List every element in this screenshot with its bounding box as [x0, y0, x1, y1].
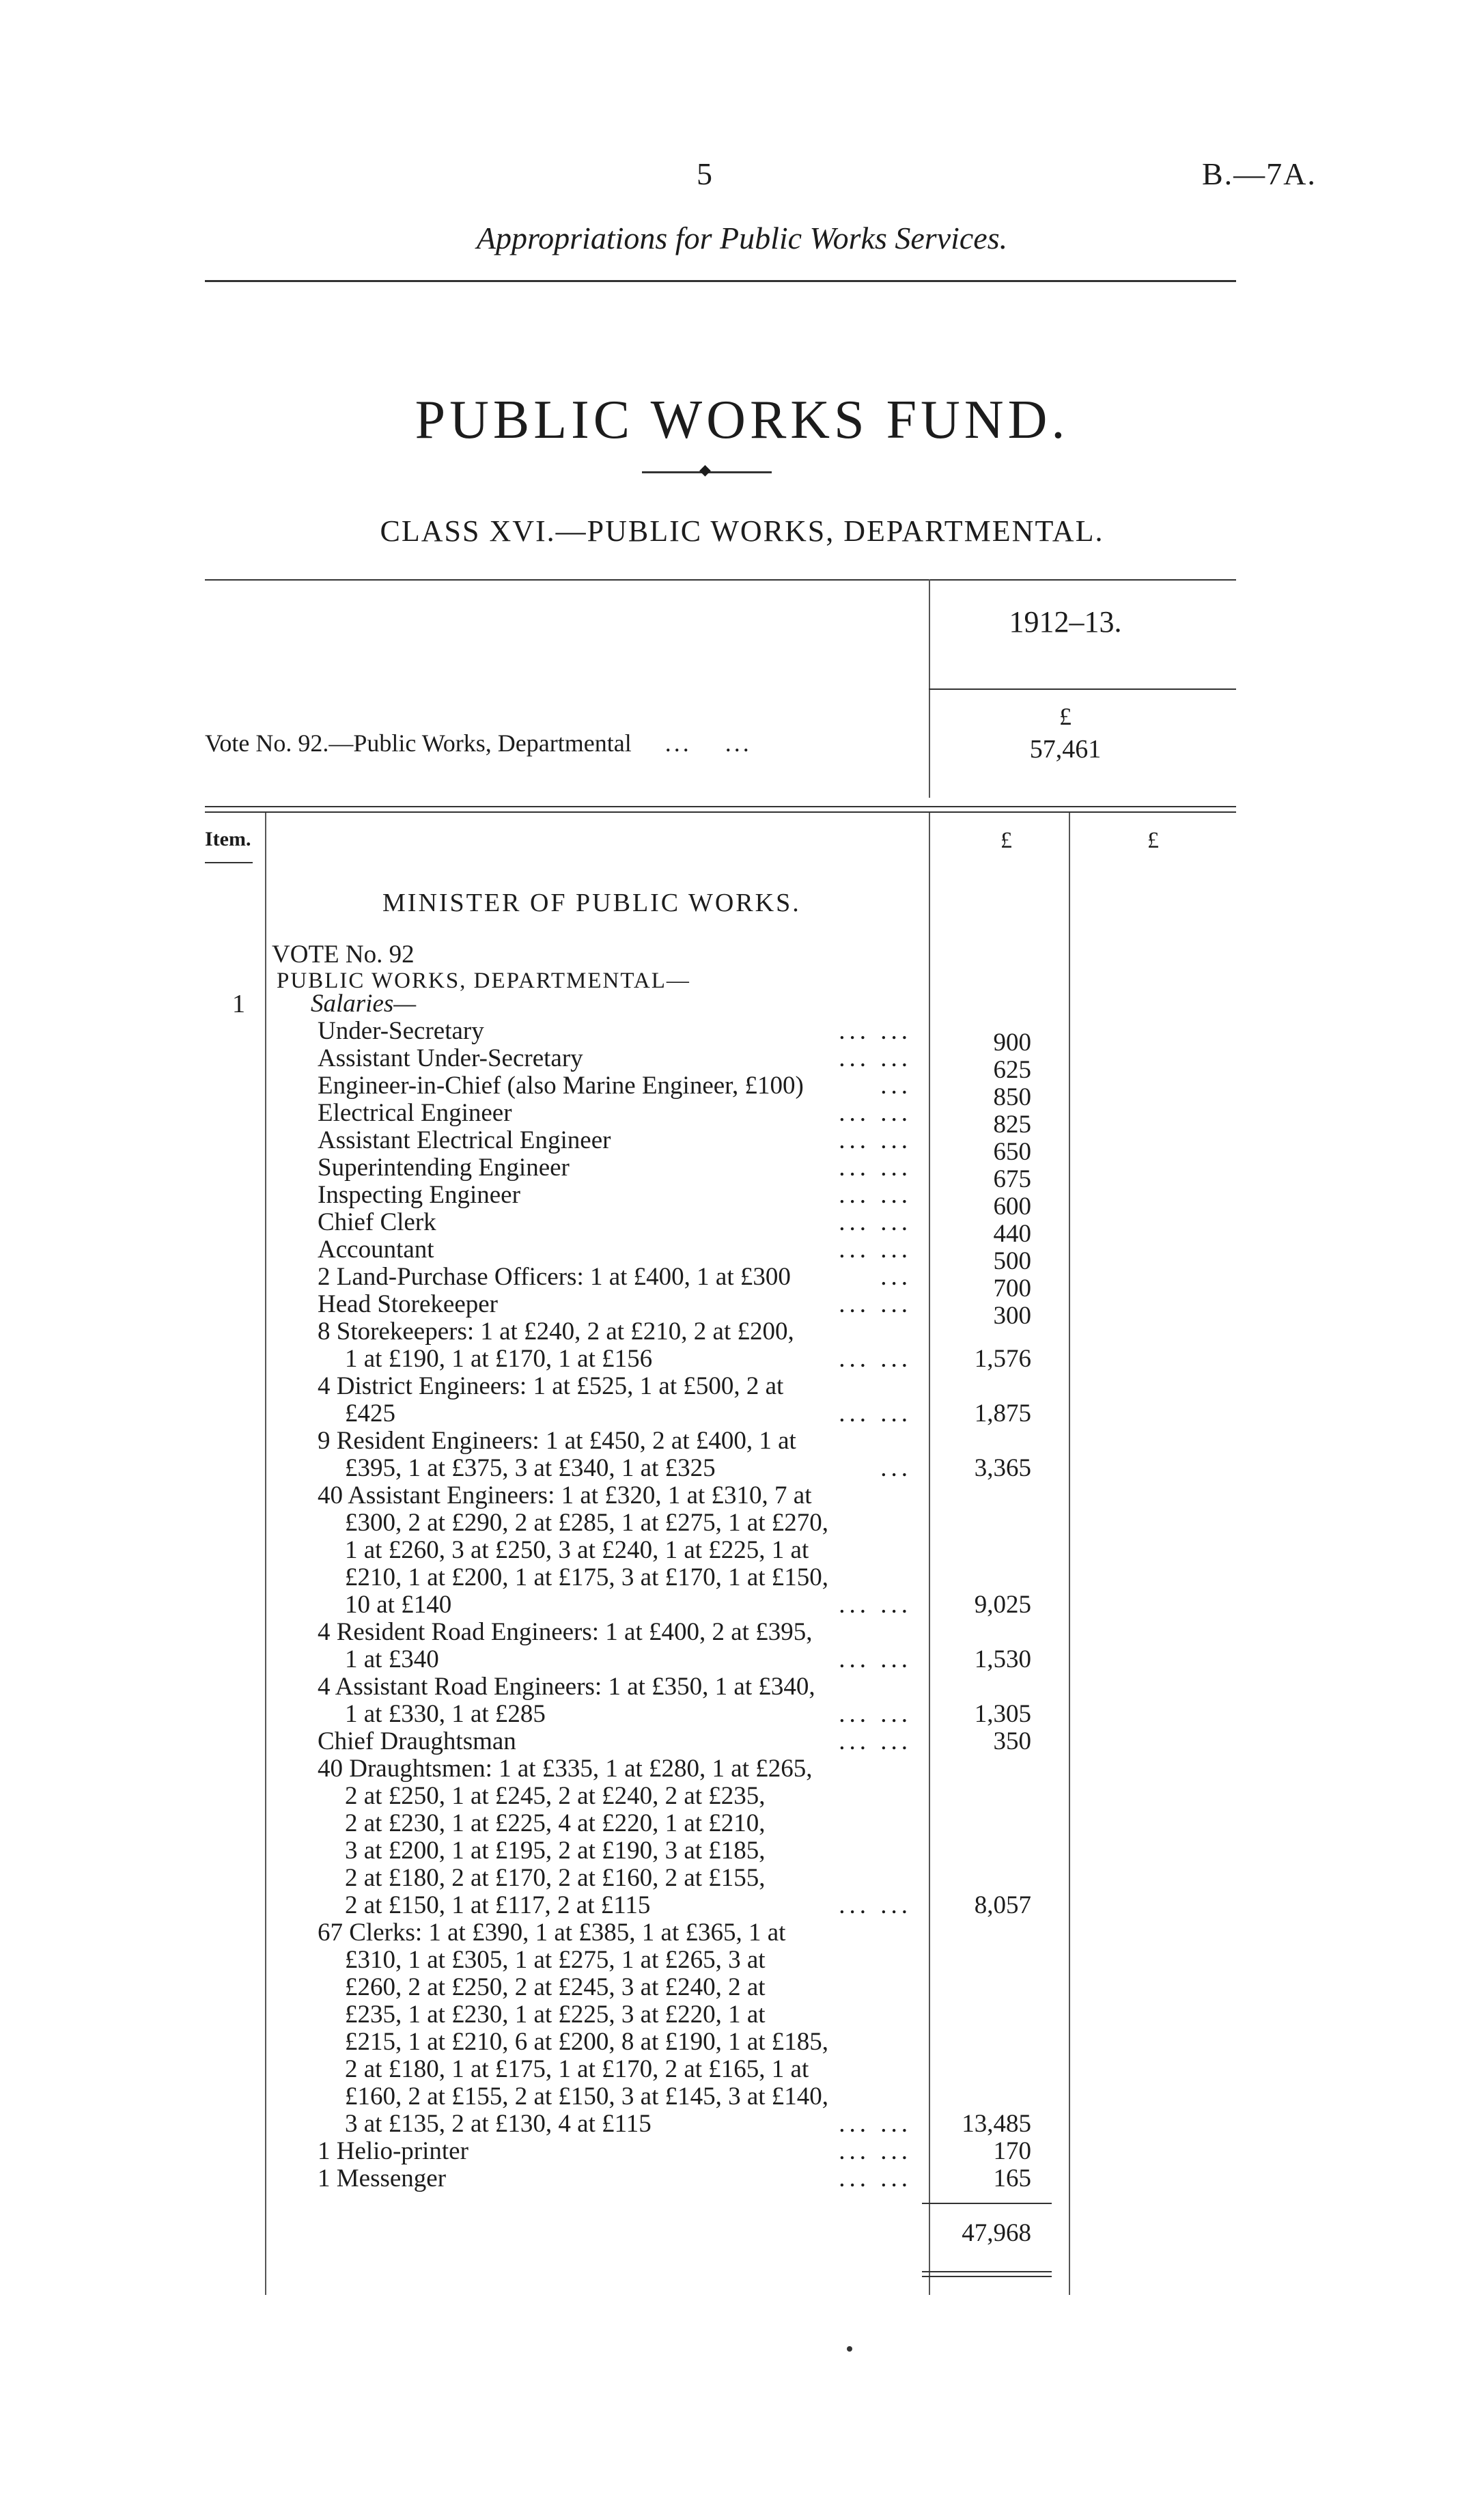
salary-amount: 350	[993, 1727, 1031, 1755]
leader-dots: ... ...	[839, 1290, 912, 1318]
salary-row	[318, 1264, 912, 1291]
leader-dots: ...	[880, 1454, 912, 1482]
leader-dots: ... ...	[839, 1399, 912, 1427]
salary-amount: 1,875	[974, 1399, 1031, 1427]
print-speck	[847, 2346, 852, 2352]
salaries-label: Salaries—	[311, 990, 417, 1018]
salary-row	[318, 1127, 912, 1154]
salary-description: Assistant Under-Secretary	[318, 1044, 583, 1072]
leader-dots: ...	[880, 1072, 912, 1100]
salary-row-line: £160, 2 at £155, 2 at £150, 3 at £145, 3 at £140,	[345, 2083, 829, 2111]
salary-row-line: £310, 1 at £305, 1 at £275, 1 at £265, 3 at	[345, 1946, 766, 1974]
salary-description: 1 Messenger	[318, 2164, 447, 2192]
salary-description: £425	[345, 1399, 395, 1427]
item-column-header: Item.	[205, 828, 251, 850]
summary-bottom-rule-1	[205, 806, 1236, 807]
salary-amount: 675	[993, 1165, 1031, 1193]
leader-dots: ... ...	[839, 1727, 912, 1755]
salary-row-line: £260, 2 at £250, 2 at £245, 3 at £240, 2 at	[345, 1973, 766, 2001]
salary-row-line: 2 at £250, 1 at £245, 2 at £240, 2 at £235,	[345, 1782, 766, 1810]
summary-top-rule	[205, 579, 1236, 581]
year-underline	[929, 688, 1236, 690]
leader-dots: ... ...	[839, 1236, 912, 1264]
page-number: 5	[697, 156, 712, 191]
salary-row-line	[345, 1591, 912, 1619]
salaries-total: 47,968	[962, 2219, 1031, 2247]
salary-amount: 8,057	[974, 1891, 1031, 1919]
salary-description: £395, 1 at £375, 3 at £340, 1 at £325	[345, 1454, 716, 1482]
salary-description: Chief Clerk	[318, 1208, 436, 1236]
leader-dots: ... ...	[839, 1099, 912, 1127]
salary-row-line	[345, 1455, 912, 1482]
salary-description: Electrical Engineer	[318, 1099, 512, 1127]
item-header-underline	[205, 862, 253, 863]
leader-dots: ... ...	[839, 2137, 912, 2165]
salary-amount: 600	[993, 1193, 1031, 1221]
salary-description: Accountant	[318, 1236, 434, 1264]
total-top-rule	[922, 2203, 1052, 2204]
salary-description: Head Storekeeper	[318, 1290, 499, 1318]
salary-row-line: 40 Assistant Engineers: 1 at £320, 1 at £310, 7 at	[318, 1481, 812, 1509]
salary-amount: 1,530	[974, 1645, 1031, 1673]
salary-row	[318, 1728, 912, 1755]
leader-dots: ... ...	[839, 1345, 912, 1373]
salary-row-line: 2 at £230, 1 at £225, 4 at £220, 1 at £210,	[345, 1809, 766, 1837]
amount-column-right	[1069, 813, 1070, 2295]
salary-row-line: 40 Draughtsmen: 1 at £335, 1 at £280, 1 at £265,	[318, 1755, 813, 1783]
salary-amount: 625	[993, 1056, 1031, 1084]
salary-row-line	[345, 1346, 912, 1373]
vote-summary-label: Vote No. 92.—Public Works, Departmental	[205, 729, 632, 757]
header-rule	[205, 280, 1236, 282]
salary-description: Inspecting Engineer	[318, 1181, 520, 1209]
vote-summary-dots-2: ...	[725, 729, 752, 757]
salary-row-line: 2 at £180, 1 at £175, 1 at £170, 2 at £165, 1 at	[345, 2055, 809, 2083]
salary-row-line	[345, 1400, 912, 1427]
salary-row	[318, 1072, 912, 1100]
salary-row	[318, 1018, 912, 1045]
subhead-heading: PUBLIC WORKS, DEPARTMENTAL—	[277, 969, 690, 993]
salary-row-line: 3 at £200, 1 at £195, 2 at £190, 3 at £185,	[345, 1837, 766, 1865]
salary-row	[318, 1100, 912, 1127]
salary-amount: 3,365	[974, 1454, 1031, 1482]
leader-dots: ... ...	[839, 1891, 912, 1919]
salary-row-line: 4 Assistant Road Engineers: 1 at £350, 1 at £340,	[318, 1673, 815, 1701]
salary-row-line: 2 at £180, 2 at £170, 2 at £160, 2 at £155,	[345, 1864, 766, 1892]
salary-amount: 300	[993, 1302, 1031, 1330]
vote-summary-amount: 57,461	[1029, 735, 1102, 764]
total-bottom-rule-2	[922, 2276, 1052, 2277]
salary-amount: 850	[993, 1083, 1031, 1111]
title-ornament	[642, 471, 772, 473]
document-reference: B.—7A.	[1202, 156, 1317, 191]
salary-amount: 825	[993, 1111, 1031, 1139]
salary-row	[318, 1236, 912, 1264]
leader-dots: ... ...	[839, 2164, 912, 2192]
salary-row-line	[345, 1701, 912, 1728]
salary-amount: 1,576	[974, 1345, 1031, 1373]
summary-bottom-rule-2	[205, 811, 1236, 813]
leader-dots: ... ...	[839, 1044, 912, 1072]
salary-row	[318, 1045, 912, 1072]
salary-row-line	[345, 1646, 912, 1673]
minister-heading: MINISTER OF PUBLIC WORKS.	[382, 889, 801, 917]
item-number: 1	[232, 990, 245, 1018]
item-column-divider	[265, 813, 266, 2295]
vote-summary-dots: ...	[664, 729, 692, 757]
summary-pound-symbol: £	[1059, 703, 1072, 730]
leader-dots: ... ...	[839, 1181, 912, 1209]
vote-summary-line	[205, 729, 752, 757]
leader-dots: ... ...	[839, 1591, 912, 1619]
leader-dots: ... ...	[839, 1645, 912, 1673]
leader-dots: ... ...	[839, 2110, 912, 2138]
salary-description: 1 at £340	[345, 1645, 439, 1673]
salary-description: Assistant Electrical Engineer	[318, 1126, 611, 1154]
salary-description: 10 at £140	[345, 1591, 452, 1619]
salary-row-line	[345, 1892, 912, 1919]
salary-row	[318, 1182, 912, 1209]
salary-row	[318, 2138, 912, 2165]
salary-row	[318, 1291, 912, 1318]
salary-row	[318, 2165, 912, 2192]
salary-description: 1 at £190, 1 at £170, 1 at £156	[345, 1345, 653, 1373]
salary-description: 2 at £150, 1 at £117, 2 at £115	[345, 1891, 651, 1919]
salary-row	[318, 1209, 912, 1236]
summary-year: 1912–13.	[1009, 605, 1122, 639]
salary-row-line	[345, 2111, 912, 2138]
salary-description: Under-Secretary	[318, 1017, 484, 1045]
salary-description: Superintending Engineer	[318, 1154, 570, 1182]
class-heading: CLASS XVI.—PUBLIC WORKS, DEPARTMENTAL.	[380, 514, 1104, 548]
salary-description: 1 at £330, 1 at £285	[345, 1700, 546, 1728]
salary-row-line: £300, 2 at £290, 2 at £285, 1 at £275, 1 at £270,	[345, 1509, 829, 1537]
leader-dots: ... ...	[839, 1700, 912, 1728]
total-bottom-rule-1	[922, 2271, 1052, 2272]
salary-row-line: £235, 1 at £230, 1 at £225, 3 at £220, 1 at	[345, 2001, 766, 2029]
salary-amount: 1,305	[974, 1700, 1031, 1728]
salary-row-line: 67 Clerks: 1 at £390, 1 at £385, 1 at £365, 1 at	[318, 1919, 786, 1947]
salary-amount: 650	[993, 1138, 1031, 1166]
salary-row-line: 8 Storekeepers: 1 at £240, 2 at £210, 2 at £200,	[318, 1318, 794, 1346]
salary-description: 1 Helio-printer	[318, 2137, 468, 2165]
salary-amount: 13,485	[962, 2110, 1031, 2138]
salary-row-line: 9 Resident Engineers: 1 at £450, 2 at £400, 1 at	[318, 1427, 796, 1455]
vote-number-heading: VOTE No. 92	[272, 941, 415, 969]
leader-dots: ...	[880, 1263, 912, 1291]
fund-title: PUBLIC WORKS FUND.	[415, 390, 1069, 450]
salary-amount: 9,025	[974, 1591, 1031, 1619]
salary-amount: 500	[993, 1247, 1031, 1275]
salary-description: 3 at £135, 2 at £130, 4 at £115	[345, 2110, 652, 2138]
salary-amount: 900	[993, 1029, 1031, 1057]
salary-row	[318, 1154, 912, 1182]
page-subtitle: Appropriations for Public Works Services.	[476, 221, 1008, 255]
salary-description: Chief Draughtsman	[318, 1727, 516, 1755]
salary-row-line: 1 at £260, 3 at £250, 3 at £240, 1 at £225, 1 at	[345, 1536, 809, 1564]
salary-row-line: £210, 1 at £200, 1 at £175, 3 at £170, 1 at £150,	[345, 1563, 829, 1591]
salary-description: Engineer-in-Chief (also Marine Engineer, £100)	[318, 1072, 804, 1100]
salary-description: 2 Land-Purchase Officers: 1 at £400, 1 at £300	[318, 1263, 791, 1291]
salary-row-line: 4 District Engineers: 1 at £525, 1 at £500, 2 at	[318, 1372, 784, 1400]
leader-dots: ... ...	[839, 1154, 912, 1182]
salary-amount: 700	[993, 1275, 1031, 1303]
leader-dots: ... ...	[839, 1017, 912, 1045]
salary-row-line: £215, 1 at £210, 6 at £200, 8 at £190, 1 at £185,	[345, 2028, 829, 2056]
salary-amount: 440	[993, 1220, 1031, 1248]
leader-dots: ... ...	[839, 1126, 912, 1154]
total-column-pound: £	[1147, 828, 1159, 853]
salary-row-line: 4 Resident Road Engineers: 1 at £400, 2 at £395,	[318, 1618, 813, 1646]
amount-column-pound: £	[1000, 828, 1012, 853]
salary-amount: 165	[993, 2164, 1031, 2192]
leader-dots: ... ...	[839, 1208, 912, 1236]
salary-amount: 170	[993, 2137, 1031, 2165]
